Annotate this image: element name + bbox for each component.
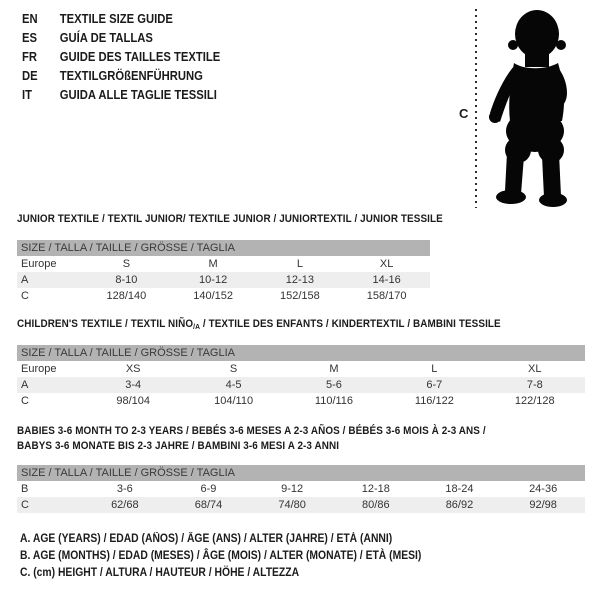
size-cell: 116/122: [414, 395, 454, 407]
size-header-row: [17, 465, 585, 481]
title-text: / TEXTILE DES ENFANTS / KINDERTEXTIL / BAMBINI TESSILE: [200, 318, 501, 330]
title-line-1: BABIES 3-6 MONTH TO 2-3 YEARS / BEBÉS 3-6 MESES A 2-3 AÑOS / BÉBÉS 3-6 MOIS À 2-3 ANS /: [17, 425, 486, 437]
children-size-table: [17, 345, 585, 409]
language-code: DE: [22, 68, 38, 83]
size-cell: 8-10: [83, 272, 170, 288]
footnotes: [20, 533, 421, 584]
language-label: GUÍA DE TALLAS: [59, 30, 153, 45]
size-cell: 7-8: [485, 377, 585, 393]
language-code: ES: [22, 30, 38, 45]
language-label: TEXTILGRÖßENFÜHRUNG: [59, 68, 203, 83]
size-cell: 9-12: [281, 483, 304, 495]
size-cell: 12-13: [257, 272, 344, 288]
size-cell: L: [296, 258, 303, 270]
size-cell: 104/110: [214, 395, 254, 407]
language-row-fr: [22, 47, 220, 66]
size-header: SIZE / TALLA / TAILLE / GRÖSSE / TAGLIA: [17, 465, 585, 481]
size-cell: 24-36: [529, 483, 558, 495]
table-row-age: [17, 272, 430, 288]
size-cell: 6-9: [200, 483, 217, 495]
row-label: A: [17, 272, 83, 288]
size-cell: 12-18: [361, 483, 390, 495]
size-cell: 68/74: [167, 497, 251, 513]
language-row-es: [22, 28, 220, 47]
language-row-it: [22, 85, 220, 104]
height-measure-line: [475, 9, 477, 208]
size-cell: XL: [379, 258, 394, 270]
language-code: FR: [22, 49, 38, 64]
language-row-en: [22, 9, 220, 28]
size-header-row: [17, 240, 430, 256]
language-label: GUIDA ALLE TAGLIE TESSILI: [59, 87, 217, 102]
row-label: C: [21, 290, 29, 302]
size-cell: 62/68: [83, 497, 167, 513]
row-label: C: [17, 497, 83, 513]
size-cell: 86/92: [418, 497, 502, 513]
row-label: C: [21, 395, 29, 407]
row-label: A: [17, 377, 83, 393]
section-title-junior: JUNIOR TEXTILE / TEXTIL JUNIOR/ TEXTILE JUNIOR / JUNIORTEXTIL / JUNIOR TESSILE: [17, 213, 443, 225]
language-code: IT: [22, 87, 32, 102]
size-cell: 152/158: [279, 290, 320, 302]
size-cell: 3-6: [116, 483, 133, 495]
height-measure-label: C: [459, 106, 469, 121]
table-row-europe: [17, 361, 585, 377]
size-cell: 98/104: [116, 395, 151, 407]
size-cell: 10-12: [170, 272, 257, 288]
size-cell: L: [431, 363, 438, 375]
size-cell: M: [208, 258, 218, 270]
size-cell: 5-6: [284, 377, 384, 393]
table-row-height: [17, 393, 585, 409]
size-cell: M: [329, 363, 339, 375]
title-subscript: /A: [193, 322, 201, 331]
table-row-months: [17, 481, 585, 497]
language-legend: [22, 9, 220, 104]
size-cell: 80/86: [334, 497, 418, 513]
size-cell: 92/98: [501, 497, 585, 513]
size-cell: S: [229, 363, 238, 375]
footnote-a: A. AGE (YEARS) / EDAD (AÑOS) / ÂGE (ANS) / ALTER (JAHRE) / ETÀ (ANNI): [20, 533, 393, 545]
language-row-de: [22, 66, 220, 85]
size-cell: XL: [528, 363, 542, 375]
footnote-b: B. AGE (MONTHS) / EDAD (MESES) / ÂGE (MOIS) / ALTER (MONATE) / ETÀ (MESI): [20, 550, 422, 562]
size-cell: 3-4: [83, 377, 183, 393]
size-cell: 158/170: [366, 290, 407, 302]
size-cell: S: [122, 258, 131, 270]
size-cell: 6-7: [384, 377, 484, 393]
size-header: SIZE / TALLA / TAILLE / GRÖSSE / TAGLIA: [17, 345, 585, 361]
row-label: B: [21, 483, 29, 495]
language-label: TEXTILE SIZE GUIDE: [59, 11, 173, 26]
row-label: Europe: [21, 363, 57, 375]
title-text: CHILDREN'S TEXTILE / TEXTIL NIÑO: [17, 318, 194, 330]
size-cell: 110/116: [314, 395, 354, 407]
size-header-row: [17, 345, 585, 361]
section-title-babies: [17, 424, 486, 454]
junior-size-table: [17, 240, 430, 304]
size-cell: 18-24: [445, 483, 474, 495]
footnote-c: C. (cm) HEIGHT / ALTURA / HAUTEUR / HÖHE / ALTEZZA: [20, 567, 300, 579]
table-row-height: [17, 497, 585, 513]
table-row-europe: [17, 256, 430, 272]
size-cell: XS: [125, 363, 141, 375]
language-code: EN: [22, 11, 38, 26]
size-cell: 128/140: [106, 290, 147, 302]
row-label: Europe: [21, 258, 57, 270]
size-header: SIZE / TALLA / TAILLE / GRÖSSE / TAGLIA: [17, 240, 430, 256]
size-cell: 14-16: [343, 272, 430, 288]
babies-size-table: [17, 465, 585, 513]
size-cell: 74/80: [250, 497, 334, 513]
section-title-children: [17, 317, 501, 334]
table-row-age: [17, 377, 585, 393]
size-cell: 4-5: [183, 377, 283, 393]
size-cell: 122/128: [514, 395, 555, 407]
title-line-2: BABYS 3-6 MONATE BIS 2-3 JAHRE / BAMBINI 3-6 MESI A 2-3 ANNI: [17, 440, 340, 452]
size-cell: 140/152: [193, 290, 233, 302]
language-label: GUIDE DES TAILLES TEXTILE: [59, 49, 221, 64]
toddler-silhouette-icon: [484, 7, 586, 209]
table-row-height: [17, 288, 430, 304]
